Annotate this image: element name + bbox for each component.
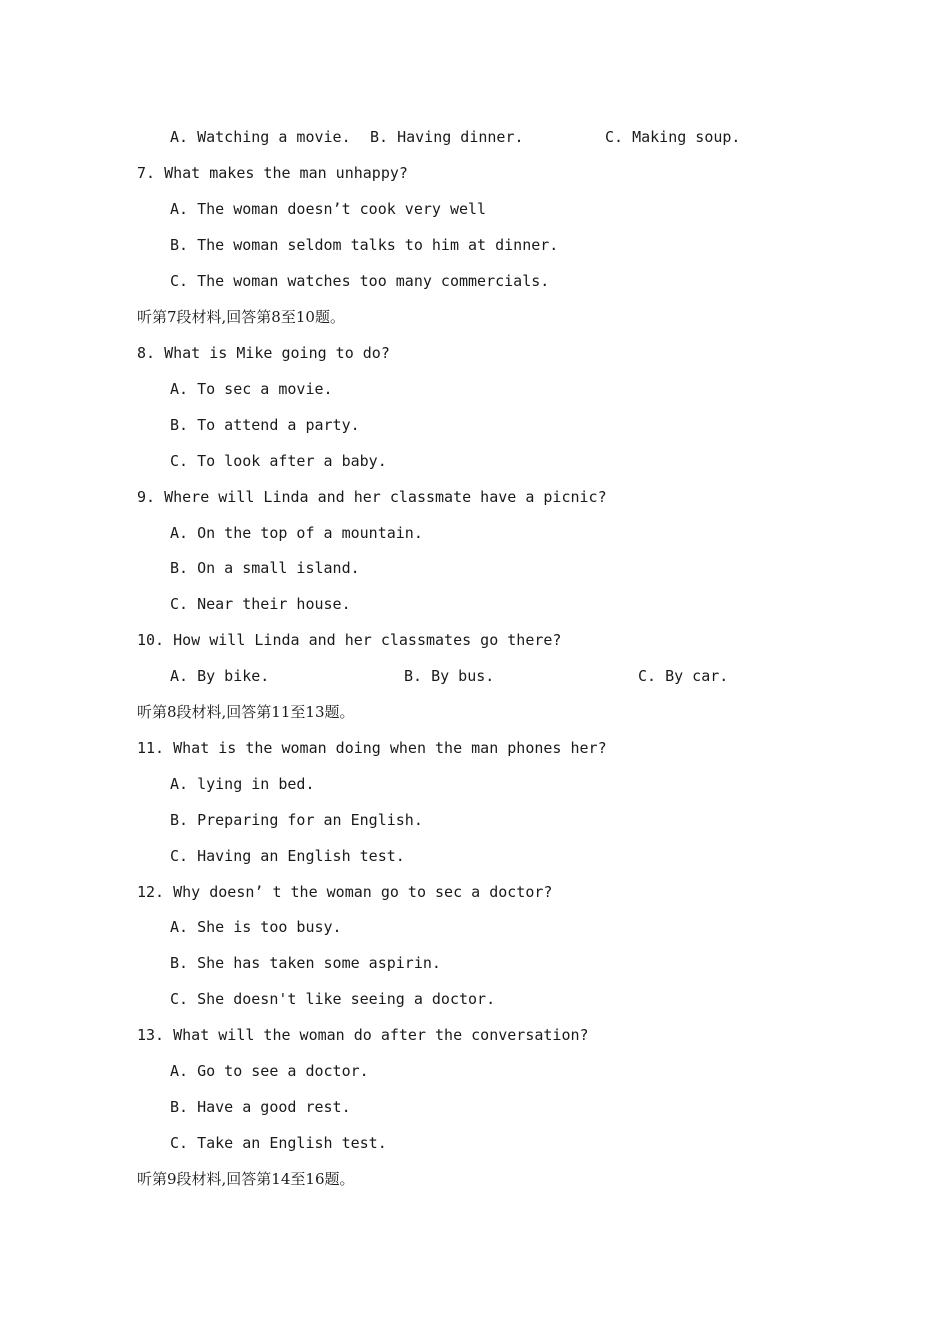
q12-option-c: C. She doesn't like seeing a doctor.	[170, 990, 496, 1008]
q12-option-a: A. She is too busy.	[170, 918, 342, 936]
q8-option-b: B. To attend a party.	[170, 416, 360, 434]
q10-option-b: B. By bus.	[404, 667, 495, 685]
q6-option-a: A. Watching a movie.	[170, 128, 351, 146]
q11-option-c: C. Having an English test.	[170, 847, 405, 865]
q10-option-a: A. By bike.	[170, 667, 270, 685]
q9-stem: 9. Where will Linda and her classmate have a picnic?	[137, 488, 607, 506]
q8-option-a: A. To sec a movie.	[170, 380, 333, 398]
q11-option-a: A. lying in bed.	[170, 775, 315, 793]
q7-stem: 7. What makes the man unhappy?	[137, 164, 408, 182]
section-7-instruction: 听第7段材料,回答第8至10题。	[137, 308, 345, 326]
q12-stem: 12. Why doesn’ t the woman go to sec a doctor?	[137, 883, 553, 901]
q10-option-c: C. By car.	[638, 667, 729, 685]
q13-option-b: B. Have a good rest.	[170, 1098, 351, 1116]
q9-option-c: C. Near their house.	[170, 595, 351, 613]
section-8-instruction: 听第8段材料,回答第11至13题。	[137, 703, 355, 721]
q7-option-a: A. The woman doesn’t cook very well	[170, 200, 487, 218]
q9-option-b: B. On a small island.	[170, 559, 360, 577]
q13-option-c: C. Take an English test.	[170, 1134, 387, 1152]
q10-stem: 10. How will Linda and her classmates go there?	[137, 631, 562, 649]
q13-option-a: A. Go to see a doctor.	[170, 1062, 369, 1080]
q7-option-b: B. The woman seldom talks to him at dinner.	[170, 236, 559, 254]
section-9-instruction: 听第9段材料,回答第14至16题。	[137, 1170, 355, 1188]
q8-stem: 8. What is Mike going to do?	[137, 344, 390, 362]
q6-options-row	[0, 127, 950, 147]
q6-option-b: B. Having dinner.	[370, 128, 524, 146]
q6-option-c: C. Making soup.	[605, 128, 741, 146]
q10-options-row	[0, 666, 950, 686]
q9-option-a: A. On the top of a mountain.	[170, 524, 423, 542]
q7-option-c: C. The woman watches too many commercials.	[170, 272, 550, 290]
q12-option-b: B. She has taken some aspirin.	[170, 954, 441, 972]
q13-stem: 13. What will the woman do after the conversation?	[137, 1026, 589, 1044]
q8-option-c: C. To look after a baby.	[170, 452, 387, 470]
q11-stem: 11. What is the woman doing when the man phones her?	[137, 739, 607, 757]
q11-option-b: B. Preparing for an English.	[170, 811, 423, 829]
